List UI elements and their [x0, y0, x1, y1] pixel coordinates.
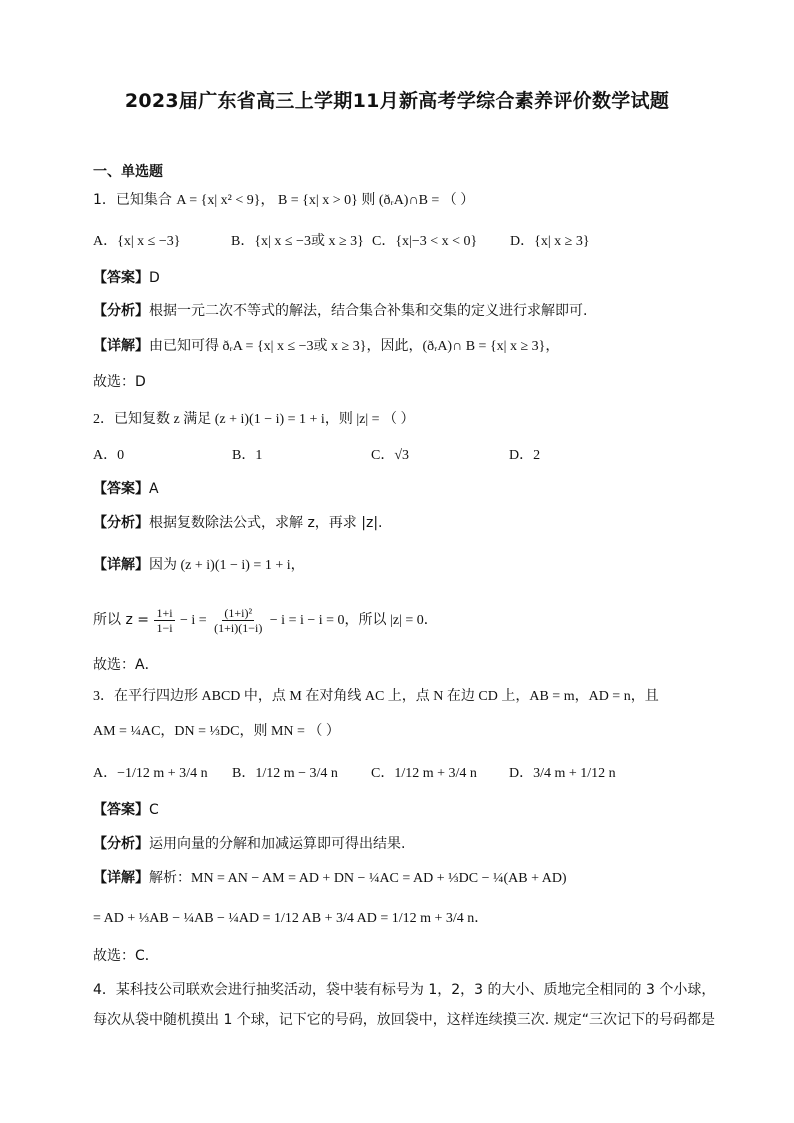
q2-answer-tag: 【答案】	[93, 481, 149, 497]
q1-option-d: D．{x| x ≥ 3}	[510, 234, 590, 249]
q2-detail	[93, 555, 704, 576]
q1-analysis-text: 根据一元二次不等式的解法，结合集合补集和交集的定义进行求解即可.	[149, 303, 588, 319]
q3-option-b: B．1/12 m − 3/4 n	[232, 766, 338, 781]
q2-analysis-tag: 【分析】	[93, 515, 149, 531]
q2-fraction-2-num: (1+i)²	[224, 605, 253, 620]
q2-stem: 2．已知复数 z 满足 (z + i)(1 − i) = 1 + i，则 |z| = （ ）	[93, 412, 415, 427]
q2-options	[93, 446, 704, 466]
q2-option-d: D．2	[509, 448, 541, 463]
q3-analysis-tag: 【分析】	[93, 836, 149, 852]
q2-calc-mid2: − i = i − i = 0，所以 |z| = 0．	[269, 613, 438, 628]
q4-line-2: 每次从袋中随机摸出 1 个球，记下它的号码，放回袋中，这样连续摸三次. 规定“三次记下的号码都是	[93, 1012, 715, 1028]
q1-answer	[93, 268, 704, 288]
q2-detail-text: 因为 (z + i)(1 − i) = 1 + i，	[149, 558, 305, 573]
q3-answer-value: C	[149, 802, 159, 818]
q2-fraction-1-den: 1−i	[156, 620, 173, 635]
q3-analysis	[93, 834, 704, 854]
q3-condition: AM = ¼AC，DN = ⅓DC，则 MN = （ ）	[93, 724, 340, 739]
q2-analysis	[93, 513, 704, 533]
q2-analysis-text: 根据复数除法公式，求解 z，再求 |z|.	[149, 515, 383, 531]
q2-answer	[93, 479, 704, 499]
q3-option-c: C．1/12 m + 3/4 n	[371, 766, 477, 781]
q1-analysis	[93, 301, 704, 321]
q2-choice: 故选：A．	[93, 657, 159, 673]
q1-detail	[93, 336, 704, 357]
q1-answer-tag: 【答案】	[93, 270, 149, 286]
q2-fraction-2	[212, 606, 264, 635]
q3-stem: 3．在平行四边形 ABCD 中，点 M 在对角线 AC 上，点 N 在边 CD 上，AB = m，AD = n，且	[93, 689, 659, 704]
q3-answer-tag: 【答案】	[93, 802, 149, 818]
q3-analysis-text: 运用向量的分解和加减运算即可得出结果.	[149, 836, 406, 852]
q2-answer-value: A	[149, 481, 159, 497]
q1-options	[93, 232, 704, 252]
q2-fraction-1-num: 1+i	[156, 605, 173, 620]
q1-analysis-tag: 【分析】	[93, 303, 149, 319]
q3-detail	[93, 868, 704, 889]
q3-detail-continued: = AD + ⅓AB − ¼AB − ¼AD = 1/12 AB + 3/4 AD = 1/12 m + 3/4 n．	[93, 911, 489, 926]
q1-option-a: A．{x| x ≤ −3}	[93, 234, 181, 249]
q3-option-a: A．−1/12 m + 3/4 n	[93, 766, 208, 781]
q2-detail-tag: 【详解】	[93, 557, 149, 573]
q2-fraction-1	[154, 606, 174, 635]
q1-answer-value: D	[149, 270, 160, 286]
q1-option-b: B．{x| x ≤ −3或 x ≥ 3}	[231, 234, 364, 249]
q1-stem-text: 1．已知集合	[93, 192, 172, 208]
q4-line-1: 4．某科技公司联欢会进行抽奖活动，袋中装有标号为 1，2，3 的大小、质地完全相同的 3 个小球，	[93, 982, 716, 998]
page-title: 2023届广东省高三上学期11月新高考学综合素养评价数学试题	[124, 90, 670, 112]
q2-calc-mid1: − i =	[180, 613, 207, 628]
q1-detail-tag: 【详解】	[93, 338, 149, 354]
q2-option-b: B．1	[232, 448, 263, 463]
q3-detail-tag: 【详解】	[93, 870, 149, 886]
q1-choice: 故选：D	[93, 374, 146, 390]
q3-detail-text: MN = AN − AM = AD + DN − ¼AC = AD + ⅓DC − ¼(AB + AD)	[191, 871, 567, 886]
q3-detail-label: 解析：	[149, 870, 191, 886]
q3-answer	[93, 800, 704, 820]
q2-fraction-2-den: (1+i)(1−i)	[214, 620, 263, 635]
q1-stem	[93, 190, 704, 211]
q1-detail-text: 由已知可得 ðᵣA = {x| x ≤ −3或 x ≥ 3}，因此，(ðᵣA)∩ B = {x| x ≥ 3}，	[149, 339, 560, 354]
q1-stem-expr: A = {x| x² < 9}， B = {x| x > 0} 则 (ðᵣA)∩B = （ ）	[176, 193, 475, 208]
section-heading: 一、单选题	[93, 164, 163, 180]
q3-option-d: D．3/4 m + 1/12 n	[509, 766, 616, 781]
q2-option-a: A．0	[93, 448, 125, 463]
q2-calc	[93, 604, 704, 637]
q1-option-c: C．{x|−3 < x < 0}	[372, 234, 478, 249]
q3-options	[93, 764, 704, 784]
q3-choice: 故选：C．	[93, 948, 159, 964]
q2-calc-prefix: 所以 z =	[93, 612, 149, 628]
q2-option-c: C．√3	[371, 448, 410, 463]
